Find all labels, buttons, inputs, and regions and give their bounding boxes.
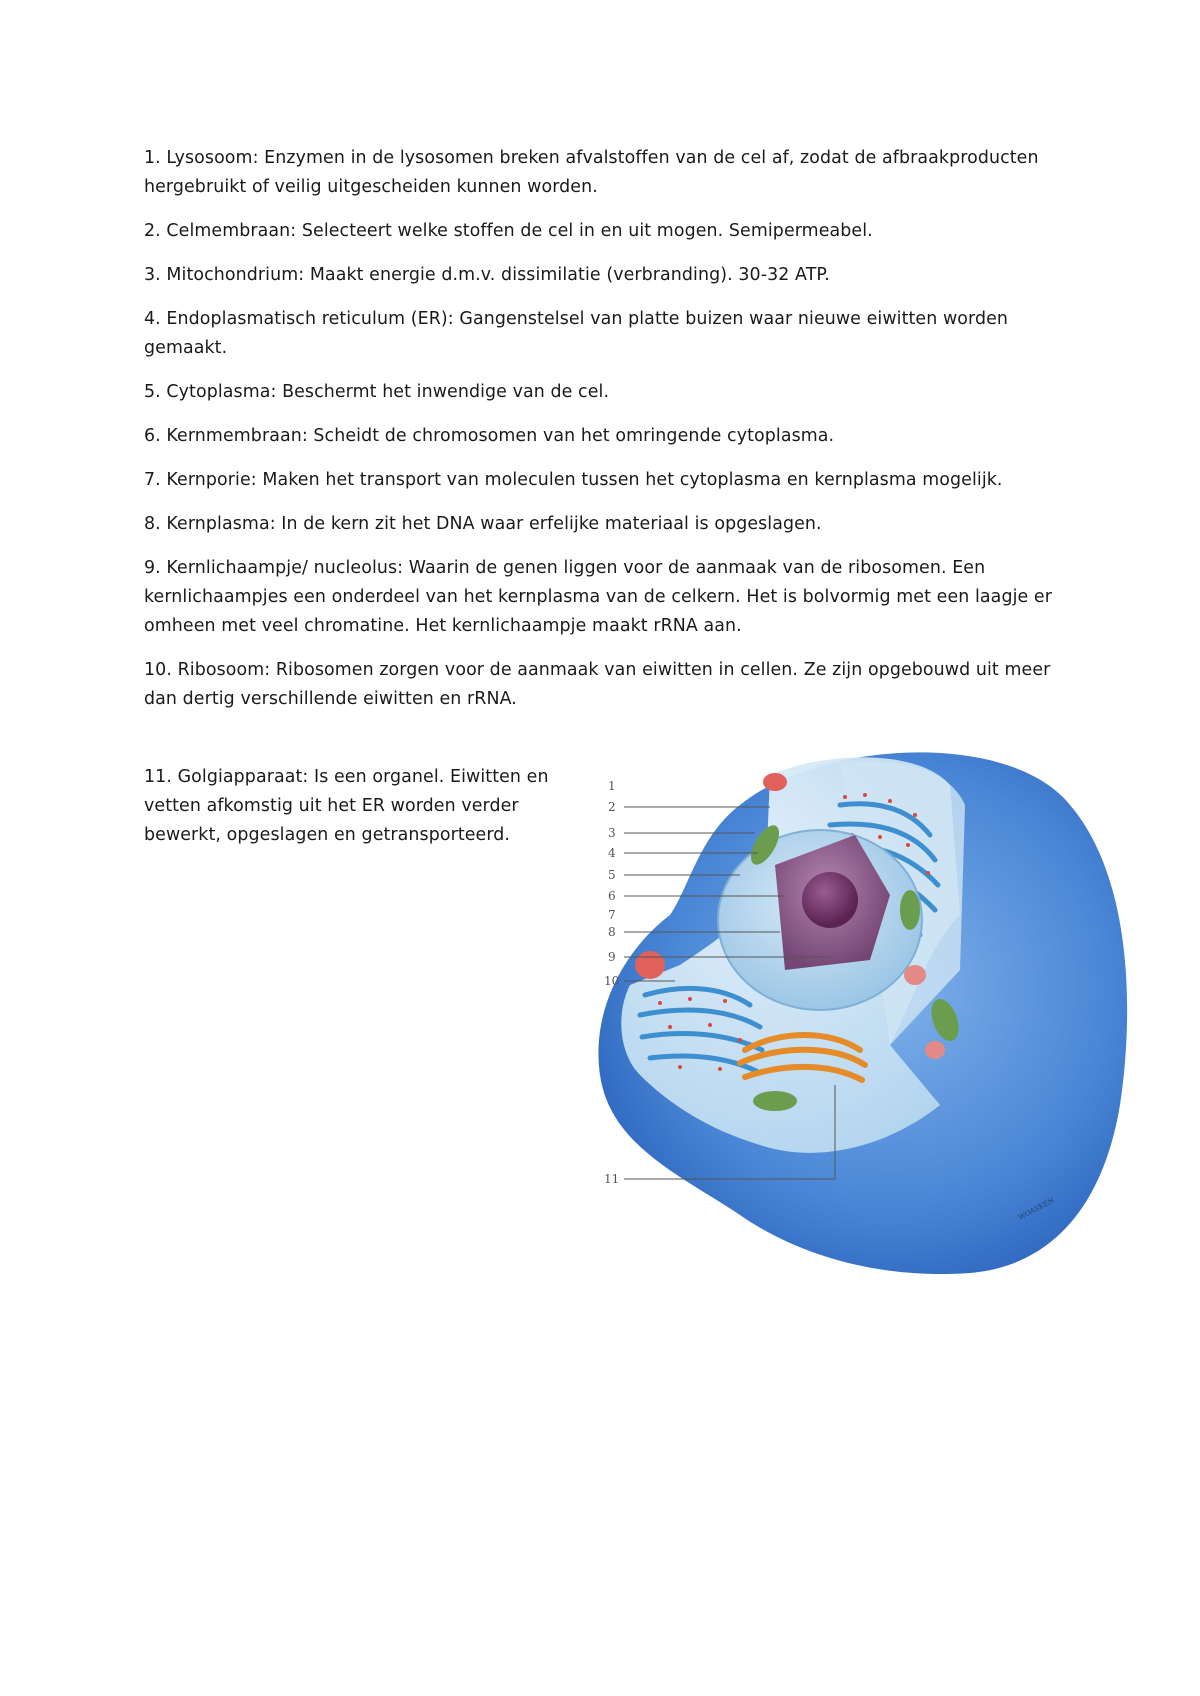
label-1: 1 bbox=[608, 779, 616, 793]
label-11: 11 bbox=[604, 1172, 620, 1186]
label-4: 4 bbox=[608, 846, 616, 860]
label-2: 2 bbox=[608, 800, 616, 814]
definition-list bbox=[144, 144, 1064, 729]
label-9: 9 bbox=[608, 950, 616, 964]
cell-illustration bbox=[590, 745, 1140, 1280]
lysosome bbox=[635, 951, 665, 979]
nucleolus bbox=[802, 872, 858, 928]
label-7: 7 bbox=[608, 908, 616, 922]
item-lysosoom: 1. Lysosoom: Enzymen in de lysosomen breken afvalstoffen van de cel af, zodat de afbraakproducten hergebruikt of veilig uitgescheiden kunnen worden. bbox=[144, 148, 1039, 197]
label-6: 6 bbox=[608, 889, 616, 903]
label-8: 8 bbox=[608, 925, 616, 939]
diagram-labels bbox=[604, 779, 619, 1186]
label-3: 3 bbox=[608, 826, 616, 840]
label-10: 10 bbox=[604, 974, 620, 988]
item-kernplasma: 8. Kernplasma: In de kern zit het DNA waar erfelijke materiaal is opgeslagen. bbox=[144, 514, 822, 534]
item-golgiapparaat: 11. Golgiapparaat: Is een organel. Eiwitten en vetten afkomstig uit het ER worden verder bewerkt, opgeslagen en getransporteerd. bbox=[144, 767, 549, 846]
item-kernlichaampje: 9. Kernlichaampje/ nucleolus: Waarin de genen liggen voor de aanmaak van de ribosomen. Een kernlichaampjes een onderdeel van het kernplasma van de celkern. Het is bolvormig met een laagje er omheen met veel chromatine. Het kernlichaampje maakt rRNA aan. bbox=[144, 558, 1052, 636]
mitochondrion bbox=[900, 890, 920, 930]
item-cytoplasma: 5. Cytoplasma: Beschermt het inwendige van de cel. bbox=[144, 382, 610, 402]
item-kernmembraan: 6. Kernmembraan: Scheidt de chromosomen van het omringende cytoplasma. bbox=[144, 426, 835, 446]
label-5: 5 bbox=[608, 868, 616, 882]
lysosome bbox=[763, 773, 787, 791]
item-mitochondrium: 3. Mitochondrium: Maakt energie d.m.v. dissimilatie (verbranding). 30-32 ATP. bbox=[144, 265, 830, 285]
item-celmembraan: 2. Celmembraan: Selecteert welke stoffen de cel in en uit mogen. Semipermeabel. bbox=[144, 221, 873, 241]
lysosome bbox=[925, 1041, 945, 1059]
illustrator-signature: WOASKEN bbox=[1017, 1196, 1056, 1222]
cell-diagram bbox=[590, 745, 1140, 1280]
mitochondrion bbox=[753, 1091, 797, 1111]
lysosome bbox=[904, 965, 926, 985]
item-endoplasmatisch-reticulum: 4. Endoplasmatisch reticulum (ER): Gangenstelsel van platte buizen waar nieuwe eiwitten worden gemaakt. bbox=[144, 309, 1009, 358]
item-ribosoom: 10. Ribosoom: Ribosomen zorgen voor de aanmaak van eiwitten in cellen. Ze zijn opgebouwd uit meer dan dertig verschillende eiwitten en rRNA. bbox=[144, 660, 1051, 709]
item-kernporie: 7. Kernporie: Maken het transport van moleculen tussen het cytoplasma en kernplasma mogelijk. bbox=[144, 470, 1003, 490]
